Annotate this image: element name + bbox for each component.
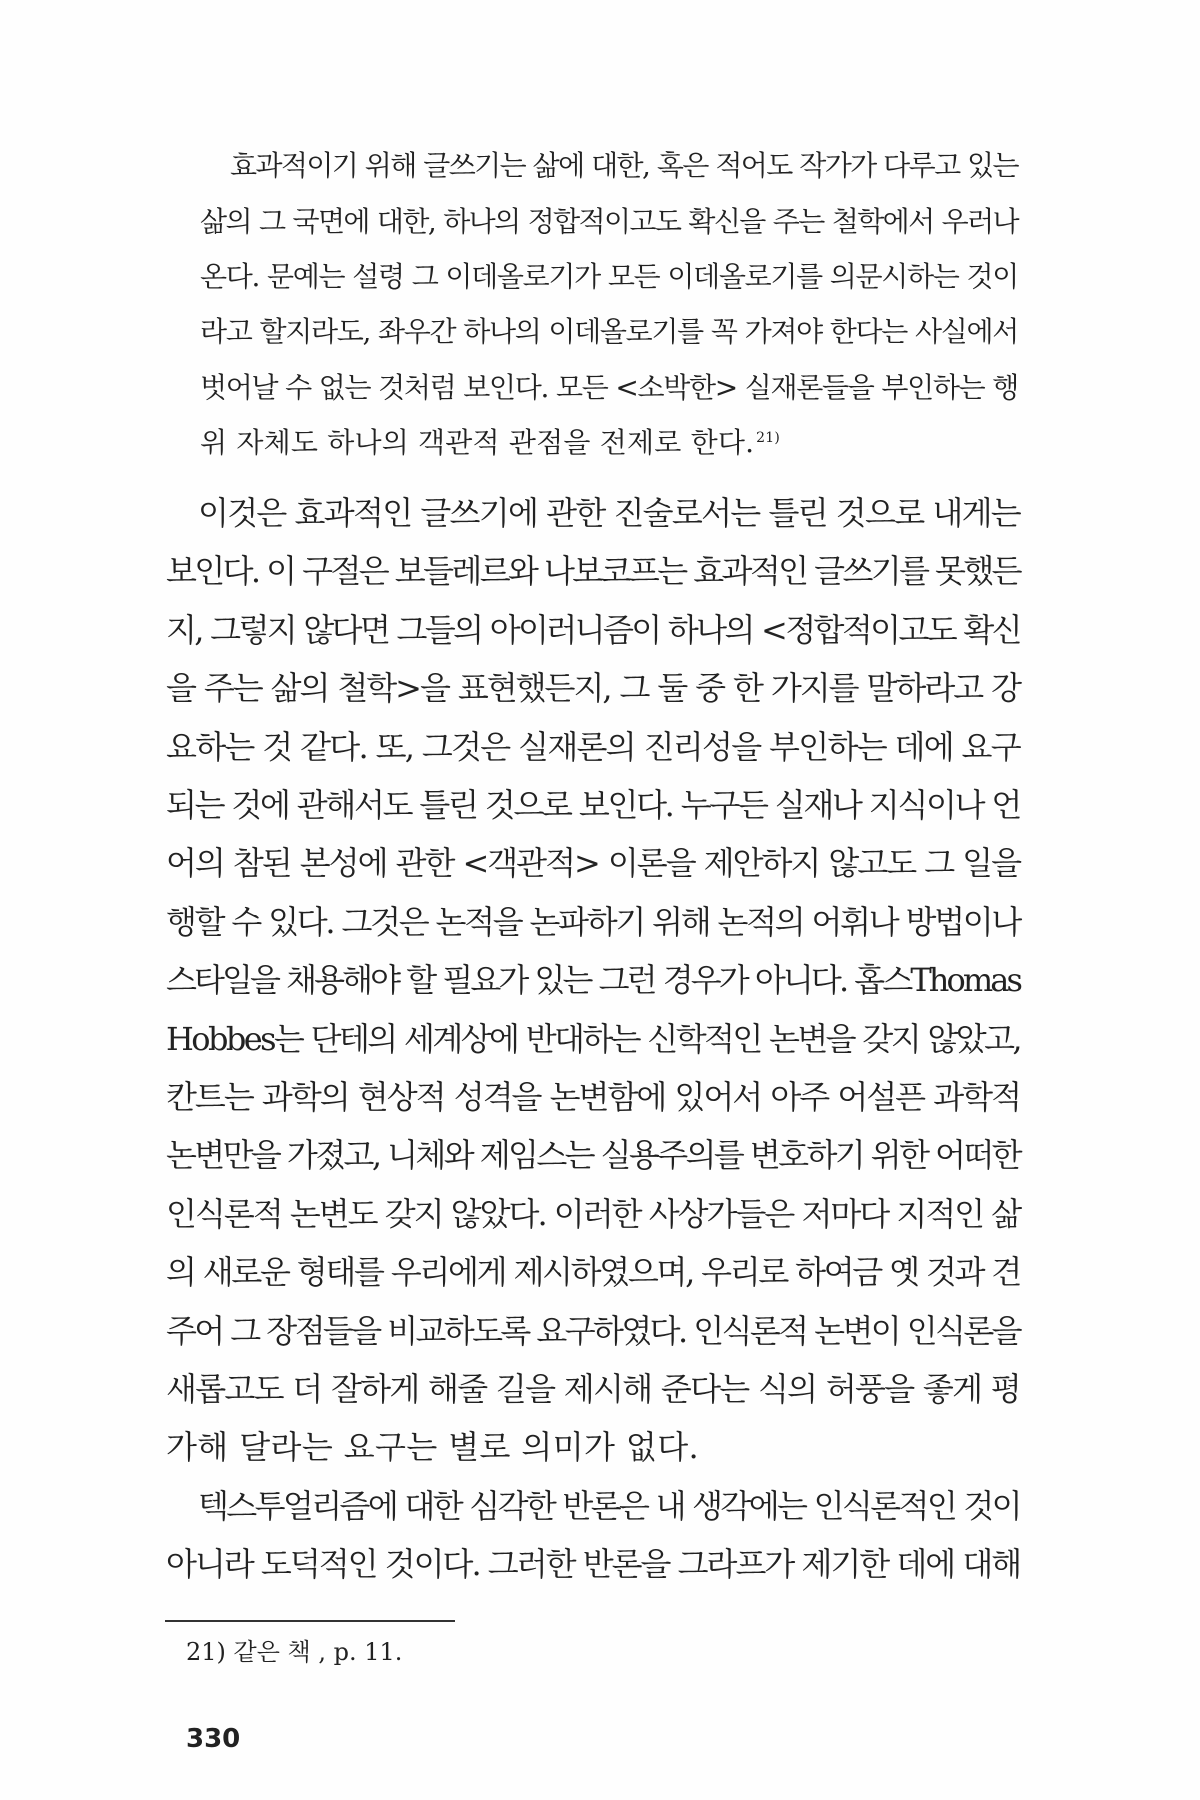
body-line: 가해 달라는 요구는 별로 의미가 없다.: [166, 1428, 700, 1466]
body-line: 보인다. 이 구절은 보들레르와 나보코프는 효과적인 글쓰기를 못했든: [166, 552, 1020, 590]
body-line: 스타일을 채용해야 할 필요가 있는 그런 경우가 아니다. 홉스Thomas: [166, 961, 1020, 999]
body-line: 주어 그 장점들을 비교하도록 요구하였다. 인식론적 논변이 인식론을: [166, 1312, 1020, 1350]
quote-line-last: [200, 426, 781, 459]
quote-line-text: 위 자체도 하나의 객관적 관점을 전제로 한다.: [200, 426, 755, 459]
body-line: 이것은 효과적인 글쓰기에 관한 진술로서는 틀린 것으로 내게는: [198, 494, 1020, 532]
body-line: 행할 수 있다. 그것은 논적을 논파하기 위해 논적의 어휘나 방법이나: [166, 903, 1020, 941]
page-number: 330: [186, 1724, 241, 1754]
quote-line: 효과적이기 위해 글쓰기는 삶에 대한, 혹은 적어도 작가가 다루고 있는: [230, 149, 1018, 182]
body-line: 텍스투얼리즘에 대한 심각한 반론은 내 생각에는 인식론적인 것이: [198, 1487, 1020, 1525]
quote-line: 온다. 문예는 설령 그 이데올로기가 모든 이데올로기를 의문시하는 것이: [200, 260, 1018, 293]
body-line: 칸트는 과학의 현상적 성격을 논변함에 있어서 아주 어설픈 과학적: [166, 1078, 1020, 1116]
quote-line: 삶의 그 국면에 대한, 하나의 정합적이고도 확신을 주는 철학에서 우러나: [200, 205, 1018, 238]
footnote-divider: [165, 1620, 455, 1622]
body-line: 되는 것에 관해서도 틀린 것으로 보인다. 누구든 실재나 지식이나 언: [166, 786, 1020, 824]
body-line: 을 주는 삶의 철학>을 표현했든지, 그 둘 중 한 가지를 말하라고 강: [166, 669, 1020, 707]
body-line: 요하는 것 같다. 또, 그것은 실재론의 진리성을 부인하는 데에 요구: [166, 728, 1020, 766]
body-line: 지, 그렇지 않다면 그들의 아이러니즘이 하나의 <정합적이고도 확신: [166, 611, 1020, 649]
quote-line: 라고 할지라도, 좌우간 하나의 이데올로기를 꼭 가져야 한다는 사실에서: [200, 315, 1018, 348]
body-line: 의 새로운 형태를 우리에게 제시하였으며, 우리로 하여금 옛 것과 견: [166, 1253, 1020, 1291]
body-line: 인식론적 논변도 갖지 않았다. 이러한 사상가들은 저마다 지적인 삶: [166, 1195, 1021, 1233]
footnote-reference: 21): [756, 429, 781, 446]
footnote: 21) 같은 책 , p. 11.: [186, 1638, 403, 1666]
quote-line: 벗어날 수 없는 것처럼 보인다. 모든 <소박한> 실재론들을 부인하는 행: [200, 371, 1018, 404]
body-line: 논변만을 가졌고, 니체와 제임스는 실용주의를 변호하기 위한 어떠한: [166, 1136, 1020, 1174]
body-line: 아니라 도덕적인 것이다. 그러한 반론을 그라프가 제기한 데에 대해: [166, 1545, 1021, 1583]
body-line: Hobbes는 단테의 세계상에 반대하는 신학적인 논변을 갖지 않았고,: [166, 1020, 1020, 1058]
body-line: 새롭고도 더 잘하게 해줄 길을 제시해 준다는 식의 허풍을 좋게 평: [166, 1370, 1020, 1408]
body-line: 어의 참된 본성에 관한 <객관적> 이론을 제안하지 않고도 그 일을: [166, 844, 1020, 882]
